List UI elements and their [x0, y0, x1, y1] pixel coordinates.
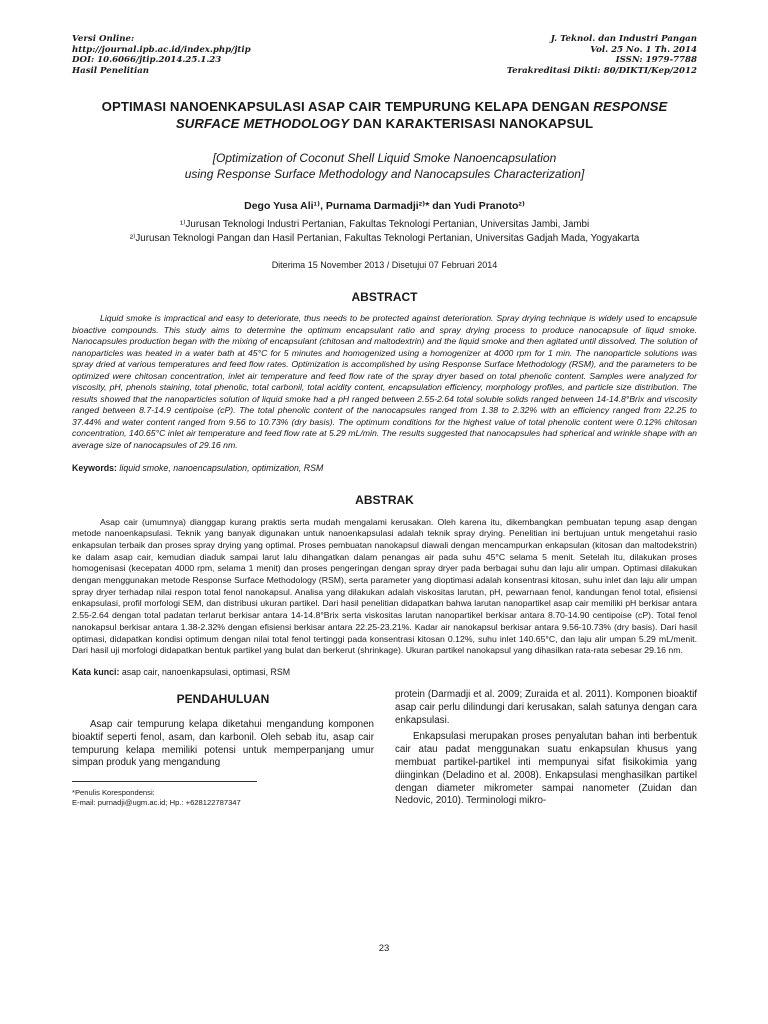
keywords-label: Keywords:	[72, 462, 117, 473]
kata-kunci	[72, 667, 697, 677]
affiliations	[72, 218, 697, 246]
header-online-label: Versi Online:	[72, 34, 135, 44]
footnote	[72, 788, 374, 808]
header-issn: ISSN: 1979-7788	[615, 55, 697, 65]
header-right	[507, 34, 697, 76]
footnote-corresponding: *Penulis Korespondensi:	[72, 788, 155, 798]
footnote-contact[interactable]: E-mail: purnadji@ugm.ac.id; Hp.: +628122787347	[72, 798, 241, 808]
header-journal-name: J. Teknol. dan Industri Pangan	[550, 34, 697, 44]
paper-subtitle	[72, 150, 697, 182]
abstrak-heading: ABSTRAK	[355, 492, 414, 507]
subtitle-line-1: [Optimization of Coconut Shell Liquid Smoke Nanoencapsulation	[212, 151, 557, 165]
journal-header	[72, 34, 697, 76]
affiliation-1: ¹⁾Jurusan Teknologi Industri Pertanian, Fakultas Teknologi Pertanian, Universitas Jambi, Jambi	[179, 219, 590, 230]
title-part2: DAN KARAKTERISASI NANOKAPSUL	[349, 116, 594, 131]
keywords-value: liquid smoke, nanoencapsulation, optimization, RSM	[116, 462, 324, 473]
title-italic: RESPONSE SURFACE METHODOLOGY	[175, 99, 668, 131]
article-page	[72, 34, 697, 812]
body-columns	[72, 689, 697, 812]
authors: Dego Yusa Ali¹⁾, Purnama Darmadji²⁾* dan Yudi Pranoto²⁾	[244, 200, 525, 212]
kata-kunci-label: Kata kunci:	[72, 667, 120, 677]
affiliation-2: ²⁾Jurusan Teknologi Pangan dan Hasil Pertanian, Fakultas Teknologi Pertanian, Universitas Gadjah Mada, Yogyakarta	[129, 233, 640, 244]
header-type: Hasil Penelitian	[72, 65, 150, 76]
header-url[interactable]: http://journal.ipb.ac.id/index.php/jtip	[72, 44, 251, 55]
intro-right-paragraph-1: protein (Darmadji et al. 2009; Zuraida et al. 2011). Komponen bioaktif asap cair perlu dilindungi dari kerusakan, salah satunya dengan cara enkapsulasi.	[395, 689, 697, 726]
header-volume: Vol. 25 No. 1 Th. 2014	[590, 44, 697, 55]
header-left	[72, 34, 251, 76]
received-accepted-dates: Diterima 15 November 2013 / Disetujui 07 Februari 2014	[271, 260, 498, 270]
right-column	[395, 689, 697, 812]
header-accreditation: Terakreditasi Dikti: 80/DIKTI/Kep/2012	[506, 65, 697, 76]
intro-heading: PENDAHULUAN	[176, 692, 270, 706]
page-number: 23	[378, 943, 390, 954]
keywords	[72, 463, 697, 473]
subtitle-line-2: using Response Surface Methodology and Nanocapsules Characterization]	[184, 167, 585, 181]
abstract-text: Liquid smoke is impractical and easy to deteriorate, thus needs to be protected against deterioration. Spray drying technique is widely used to encapsule bioactive compounds. This study aims to determine the optimum encapsulant ratio and spray drying process to produce nanocapsule of liqud smoke. Nanocapsules production began with the mixing of encapsulant (chitosan and maltodextrin) and the liquid smoke and then agitated until dissolved. The solution of nanoparticles was heated in a water bath at 45°C for 5 minutes and homogenized using a homogenizer at 4000 rpm for 1 min. The nanoparticle solutions was spray dried at various temperatures and feed flow rates. Optimization is accomplished by using Response Surface Methodology (RSM), and the parameters to be optimized were chitosan concentration, inlet air temperature and feed flow rate of the spray dryer based on total phenolic content. Samples were analyzed for viscosity, pH, phenols staining, total phenolic, total carbonil, total acidity content, encapsulation efficiency, morphology profiles, and particle size distribution. The results showed that the nanoparticles solution of liquid smoke had a pH ranged between 2.55-2.64 total soluble solids ranged between 14-14.8°Brix and viscosity ranged between 8.7-14.9 centipoise (cP). The total phenolic content of the nanocapsules ranged from 1.38 to 2.32% with an efficiency ranged from 22.25 to 37.44% and water content ranged from 9.56 to 10.73% (dry basis). The optimum conditions for the highest value of total phenolic content were 0.12% chitosan concentration, 140.65°C inlet air temperature and feed flow rate at 5.29 mL/min. The results suggested that nanocapsules had spherical and wrinkle shape with an average size of nanocapsules of 29.16 nm.	[72, 313, 697, 451]
left-column	[72, 689, 374, 812]
footnote-divider	[72, 781, 257, 782]
intro-left-paragraph: Asap cair tempurung kelapa diketahui mengandung komponen bioaktif seperti fenol, asam, dan karbonil. Oleh sebab itu, asap cair tempurung kelapa memiliki potensi untuk memperpanjang umur simpan produk yang mengandung	[72, 719, 374, 769]
intro-right-paragraph-2: Enkapsulasi merupakan proses penyalutan bahan inti berbentuk cair atau padat menggunakan suatu enkapsulan khusus yang membuat partikel-partikel inti mempunyai sifat fisikokimia yang diinginkan (Deladino et al. 2008). Enkapsulasi menghasilkan partikel dengan diameter mikrometer sampai nanometer (Zuidan dan Nedovic, 2010). Terminologi mikro-	[395, 731, 697, 807]
kata-kunci-value: asap cair, nanoenkapsulasi, optimasi, RSM	[119, 667, 291, 677]
title-part1: OPTIMASI NANOENKAPSULASI ASAP CAIR TEMPURUNG KELAPA DENGAN	[101, 99, 594, 114]
paper-title	[72, 98, 697, 132]
abstract-heading: ABSTRACT	[351, 290, 418, 304]
abstrak-text: Asap cair (umumnya) dianggap kurang praktis serta mudah mengalami kerusakan. Oleh karena itu, dikembangkan pembuatan tepung asap dengan metode nanoenkapsulasi. Teknik yang banyak digunakan untuk nanoenkapsulasi adalah teknik spray drying. Penelitian ini bertujuan untuk mengetahui rasio enkapsulan terbaik dan proses spray drying yang optimal. Proses pembuatan nanokapsul diawali dengan mencampurkan enkapsulan (kitosan dan maltodekstrin) ke dalam asap cair, kemudian diaduk sampai larut lalu dihangatkan dalam penangas air pada suhu 45°C selama 5 menit. Setelah itu, dilakukan proses homogenisasi (kecepatan 4000 rpm, selama 1 menit) dan proses pengeringan dengan spray dryer pada berbagai suhu dan laju alir umpan. Optimasi dilakukan dengan menggunakan metode Response Surface Methodology (RSM), serta parameter yang dioptimasi adalah konsentrasi kitosan, suhu inlet dan laju alir umpan spray dryer terhadap nilai respon total fenol nanokapsul. Analisa yang dilakukan adalah viskositas larutan, pH, pewarnaan fenol, kandungan fenol total, efisiensi enkapsulasi, profil morfologi SEM, dan distribusi ukuran partikel. Dari hasil penelitian didapatkan bahwa larutan nanopartikel asap cair memiliki pH berkisar antara 2.55-2.64 dengan total padatan terlarut berkisar antara 14-14.8°Brix serta viskositas larutan nanopartikel berkisar antara 8.70-14.90 centipoise (cP). Total fenol nanokapsul berkisar antara 1.38-2.32% dengan efisiensi berkisar antara 22.25-23.21%. Kadar air nanokapsul berkisar antara 9.56-10.73% (dry basis). Dari hasil optimasi, didapatkan kondisi optimum dengan nilai total fenol tertinggi pada konsentrasi kitosan 0.12%, suhu inlet 140.65°C, dan laju alir umpan 5.29 mL/menit. Dari hasil uji morfologi didapatkan bentuk partikel yang bulat dan berkerut (shrinkage). Ukuran partikel nanokapsul yang dihasilkan rata-rata sebesar 29.16 nm.	[72, 516, 697, 656]
header-doi[interactable]: DOI: 10.6066/jtip.2014.25.1.23	[72, 55, 222, 65]
